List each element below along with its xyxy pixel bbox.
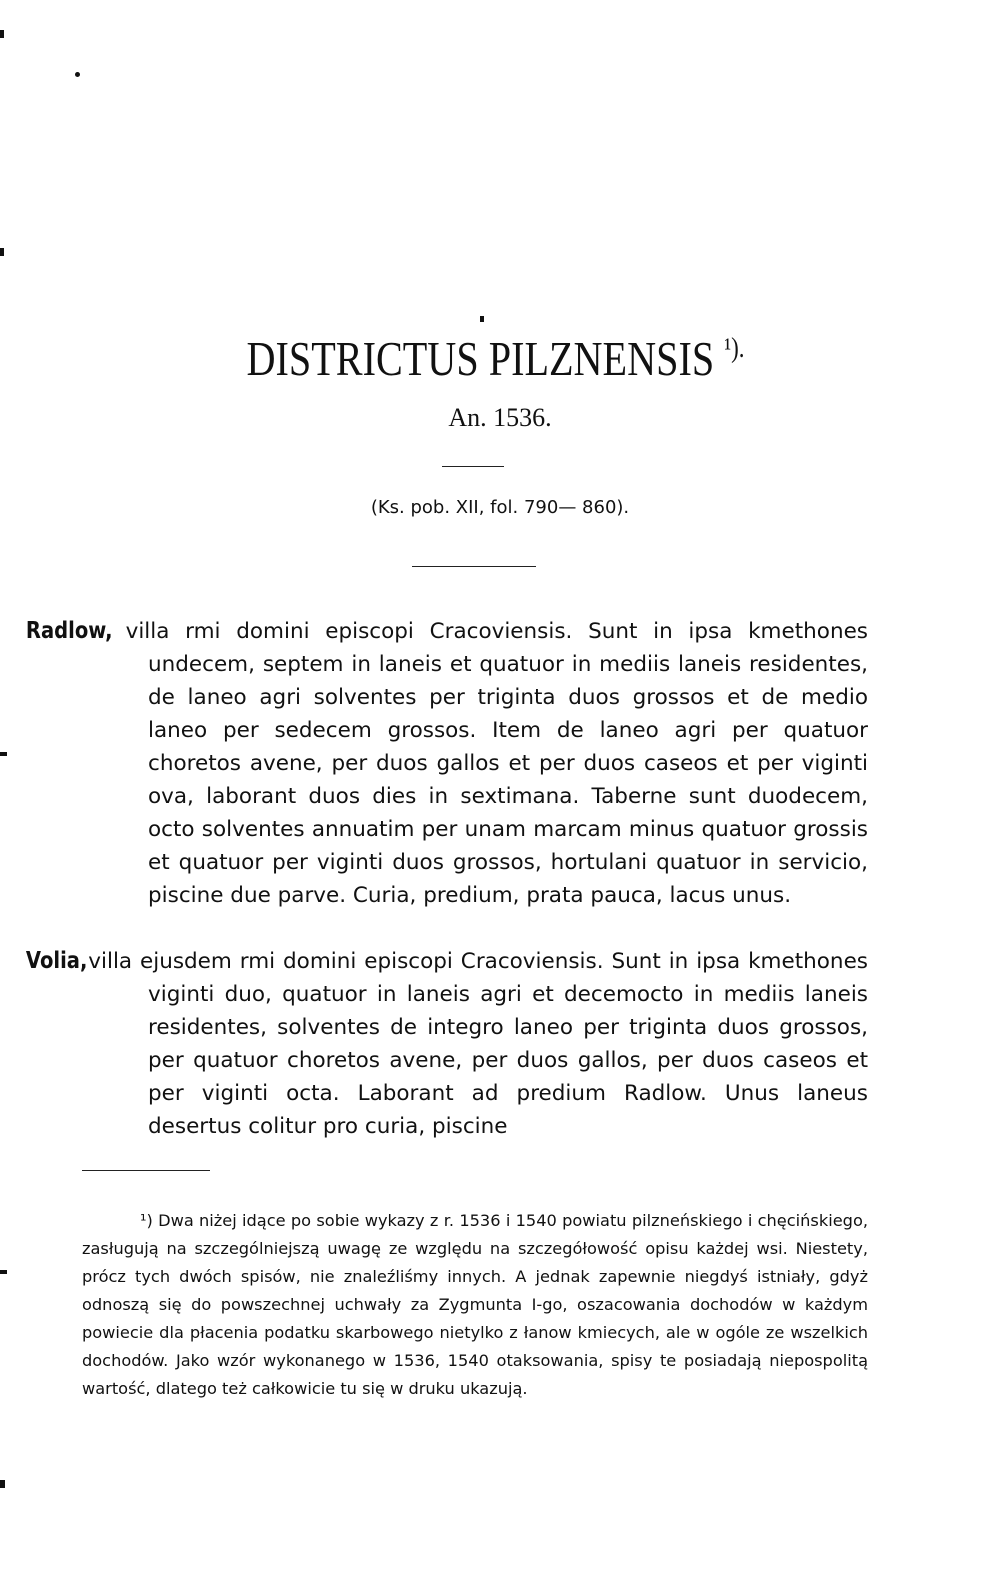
footnote — [82, 1207, 868, 1403]
title-text: DISTRICTUS PILZNENSIS — [246, 331, 715, 386]
year-heading: An. 1536. — [448, 403, 552, 432]
footnote-marker: ¹) — [140, 1211, 153, 1230]
entry-radlow — [25, 615, 868, 912]
scan-speck — [0, 248, 4, 256]
scan-speck — [0, 1270, 7, 1274]
scan-speck — [480, 316, 484, 322]
divider — [442, 466, 504, 467]
entry-text: villa ejusdem rmi domini episcopi Cracoviensis. Sunt in ipsa kmethones viginti duo, quatuor in laneis agri et decemocto in mediis laneis residentes, solventes de integro laneo per triginta duos grossos, per quatuor choretos avene, per duos gallos, per duos caseos et per viginti octa. Laborant ad predium Radlow. Unus laneus desertus colitur pro curia, piscine — [80, 949, 868, 1139]
entry-heading: Volia, — [25, 948, 88, 974]
scan-speck — [75, 72, 80, 77]
footnote-text: Dwa niżej idące po sobie wykazy z r. 1536 i 1540 powiatu pilzneńskiego i chęcińskiego, zasługują na szczególniejszą uwagę ze względu na szczegółowość opisu każdej wsi. Niestety, prócz tych dwóch spisów, nie znaleźliśmy innych. A jednak zapewnie niegdyś istniały, gdyż odnoszą się do powszechnej uchwały za Zygmunta I-go, oszacowania dochodów w każdym powiecie dla płacenia podatku skarbowego nietylko z łanow kmiecych, ale w ogóle ze wszelkich dochodów. Jako wzór wykonanego w 1536, 1540 otaksowania, spisy te posiadają niepospolitą wartość, dlatego też całkowicie tu się w druku ukazują. — [82, 1211, 868, 1398]
entry-heading: Radlow, — [25, 618, 113, 644]
scan-speck — [0, 752, 7, 756]
scan-speck — [0, 1480, 5, 1488]
entry-text: villa rmi domini episcopi Cracoviensis. Sunt in ipsa kmethones undecem, septem in laneis et quatuor in mediis laneis residentes, de laneo agri solventes per triginta duos grossos et de medio laneo per sedecem grossos. Item de laneo agri per quatuor choretos avene, per duos gallos et per duos caseos et per viginti ova, laborant duos dies in sextimana. Taberne sunt duodecem, octo solventes annuatim per unam marcam minus quatuor grossis et quatuor per viginti duos grossos, hortulani quatuor in servicio, piscine due parve. Curia, predium, prata pauca, lacus unus. — [109, 619, 868, 908]
source-reference: (Ks. pob. XII, fol. 790— 860). — [370, 497, 630, 518]
divider — [412, 566, 536, 567]
footnote-divider — [82, 1170, 210, 1171]
scan-speck — [0, 30, 4, 38]
title-footnote-ref: ¹). — [724, 333, 745, 364]
page-title — [86, 330, 906, 387]
entry-volia — [25, 945, 868, 1143]
